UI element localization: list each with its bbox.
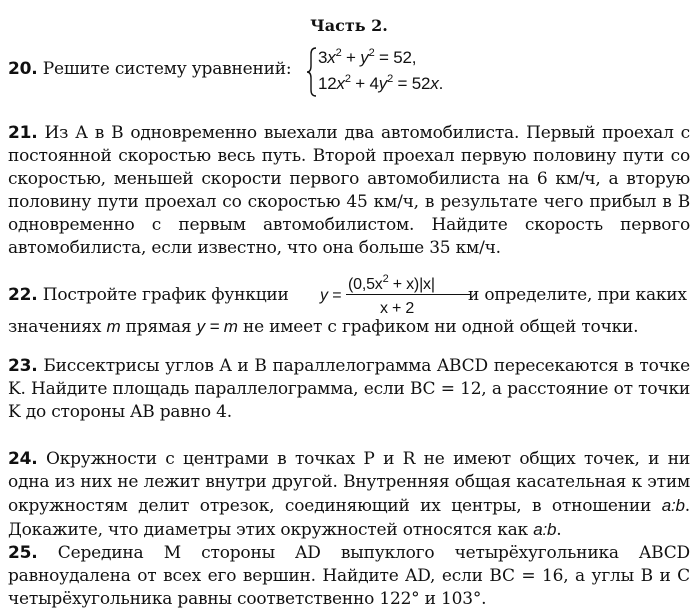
- problem-24: 24. Окружности с центрами в точках P и R не имеют общих точек, и ни одна из них не лежит внутри другой. Внутренняя общая касательная к этим окружностям делит отрезок, соединяющий их центры, в отношении a:b. Докажите, что диаметры этих окружностей относятся как a:b.: [8, 449, 690, 540]
- problem-number: 20.: [8, 59, 38, 79]
- problem-text: Окружности с центрами в точках P и R не имеют общих точек, и ни одна из них не лежит внутри другой. Внутренняя общая касательная к этим окружностям делит отрезок, соединяющий их центры, в отношении: [8, 449, 690, 516]
- fraction-bar: [346, 294, 470, 295]
- problem-text: Постройте график функции: [42, 285, 289, 305]
- ratio: a:b: [661, 496, 685, 515]
- ratio: a:b: [533, 520, 557, 539]
- problem-number: 22.: [8, 285, 38, 305]
- left-brace: [306, 46, 318, 98]
- problem-22-tail: и определите, при каких: [468, 285, 687, 305]
- problem-text: Из А в В одновременно выехали два автомобилиста. Первый проехал с постоянной скоростью весь путь. Второй проехал первую половину пути со скоростью, меньшей скорости первого автомобилиста на 6 км/ч, а вторую половину пути проехал со скоростью 45 км/ч, в результате чего прибыл в В одновременно с первым автомобилистом. Найдите скорость первого автомобилиста, если известно, что она больше 35 км/ч.: [8, 123, 690, 258]
- problem-number: 23.: [8, 356, 38, 376]
- problem-22-lead: [8, 284, 289, 307]
- problem-23: [8, 355, 690, 424]
- problem-number: 21.: [8, 123, 38, 143]
- problem-25: [8, 542, 690, 611]
- equation-system: [306, 46, 466, 98]
- equation-2: $12x^2 + 4y^2 = 52x$.: [318, 73, 444, 93]
- problem-number: 25.: [8, 543, 38, 563]
- problem-text: Середина M стороны AD выпуклого четырёхугольника ABCD равноудалена от всех его вершин. Найдите AD, если BC = 16, а углы B и C четырёхугольника равны соответственно 122° и 103°.: [8, 543, 690, 609]
- problem-22: [8, 273, 690, 346]
- function-formula: y = $(0,5x^2 + x)|x|$ x + 2: [320, 273, 460, 321]
- fraction-numerator: $(0,5x^2 + x)|x|$: [348, 273, 435, 293]
- problem-20-lead: [8, 58, 291, 81]
- problem-text: Решите систему уравнений:: [42, 59, 292, 79]
- problem-number: 24.: [8, 449, 38, 469]
- equation-1: $3x^2 + y^2 = 52$,: [318, 47, 417, 67]
- part-title: Часть 2.: [310, 16, 388, 35]
- problem-21: [8, 122, 690, 260]
- problem-text: Биссектрисы углов A и B параллелограмма ABCD пересекаются в точке K. Найдите площадь параллелограмма, если BC = 12, а расстояние от точки K до стороны AB равно 4.: [8, 356, 690, 422]
- fraction-denominator: x + 2: [380, 300, 415, 317]
- problem-22-line2: значениях m прямая y = m не имеет с графиком ни одной общей точки.: [8, 317, 639, 337]
